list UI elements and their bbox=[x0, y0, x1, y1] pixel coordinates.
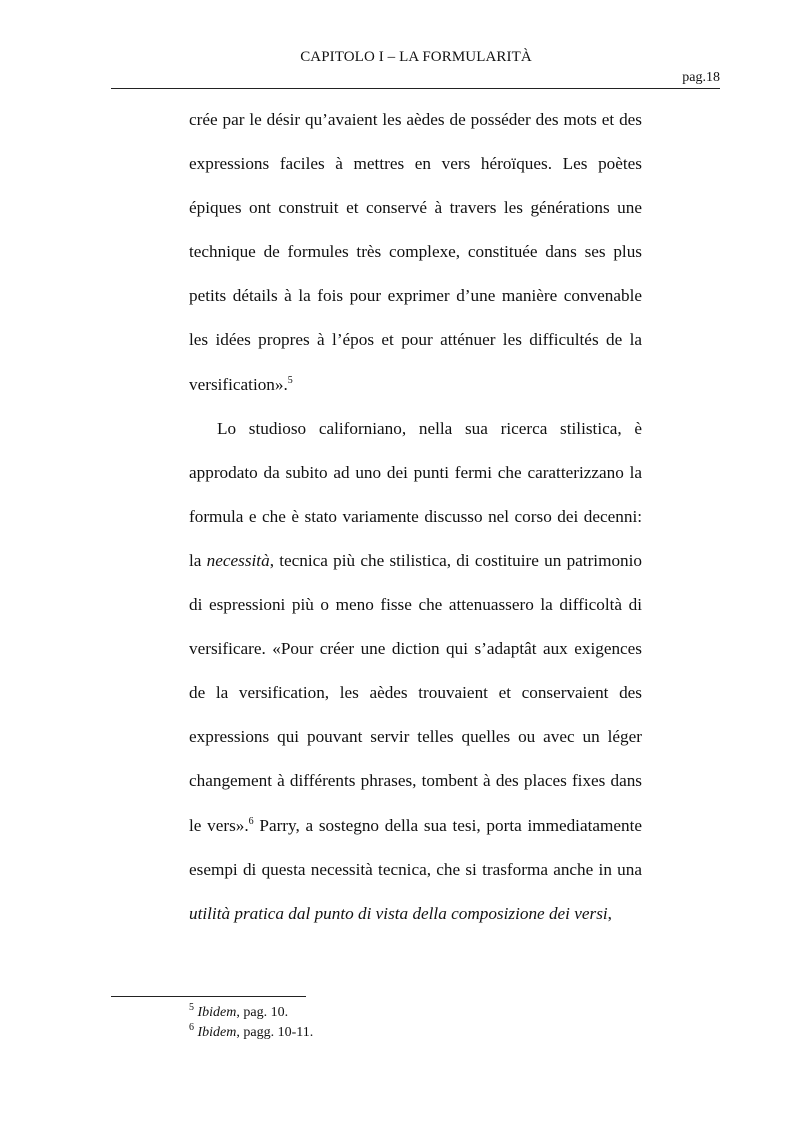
footnote-ref-5: 5 bbox=[287, 374, 293, 386]
page-body bbox=[189, 98, 642, 936]
footnote-source: Ibidem bbox=[197, 1025, 237, 1040]
footnote-number: 6 bbox=[189, 1022, 194, 1033]
footnote-text: , pag. 10. bbox=[236, 1005, 289, 1020]
page-number: pag.18 bbox=[682, 70, 720, 85]
emphasis-utilita-pratica: utilità pratica dal punto di vista della composizione dei versi bbox=[189, 903, 608, 923]
footnotes bbox=[189, 1003, 639, 1043]
emphasis-necessita: necessità bbox=[206, 550, 270, 570]
quote-continuation-text: crée par le désir qu’avaient les aèdes de posséder des mots et des expressions faciles à mettres en vers héroïques. Les poètes épiques ont construit et conservé à travers les générations une technique de formules très complexe, constituée dans ses plus petits détails à la fois pour exprimer d’une manière convenable les idées propres à l’épos et pour atténuer les difficultés de la versification». bbox=[189, 110, 642, 394]
body-paragraph-1 bbox=[189, 98, 642, 407]
paragraph-text-segment: , tecnica più che stilistica, di costituire un patrimonio di espressioni più o meno fisse che attenuassero la difficoltà di versificare. «Pour créer une diction qui s’adaptât aux exigences de la versification, les aèdes trouvaient et conservaient des expressions qui pouvant servir telles quelles ou avec un léger changement à différents phrases, tombent à des places fixes dans le vers». bbox=[189, 550, 643, 835]
footnote-6 bbox=[189, 1023, 639, 1043]
footnote-ref-6: 6 bbox=[248, 815, 254, 827]
paragraph-text-segment: Lo studioso californiano, nella sua ricerca stilistica, è approdato da subito ad uno dei punti fermi che caratterizzano la formula e che è stato variamente discusso nel corso dei decenni: la bbox=[189, 418, 642, 570]
footnote-source: Ibidem bbox=[197, 1005, 237, 1020]
footnote-text: , pagg. 10-11. bbox=[236, 1025, 314, 1040]
footnote-divider bbox=[111, 996, 306, 997]
running-header-title: CAPITOLO I – LA FORMULARITÀ bbox=[300, 49, 532, 65]
header-divider bbox=[111, 88, 720, 89]
footnote-number: 5 bbox=[189, 1002, 194, 1013]
footnote-5 bbox=[189, 1003, 639, 1023]
paragraph-text-segment: Parry, a sostegno della sua tesi, porta immediatamente esempi di questa necessità tecnica, che si trasforma anche in una bbox=[189, 815, 642, 879]
body-paragraph-2 bbox=[189, 407, 642, 936]
paragraph-text-segment: , bbox=[607, 903, 612, 923]
